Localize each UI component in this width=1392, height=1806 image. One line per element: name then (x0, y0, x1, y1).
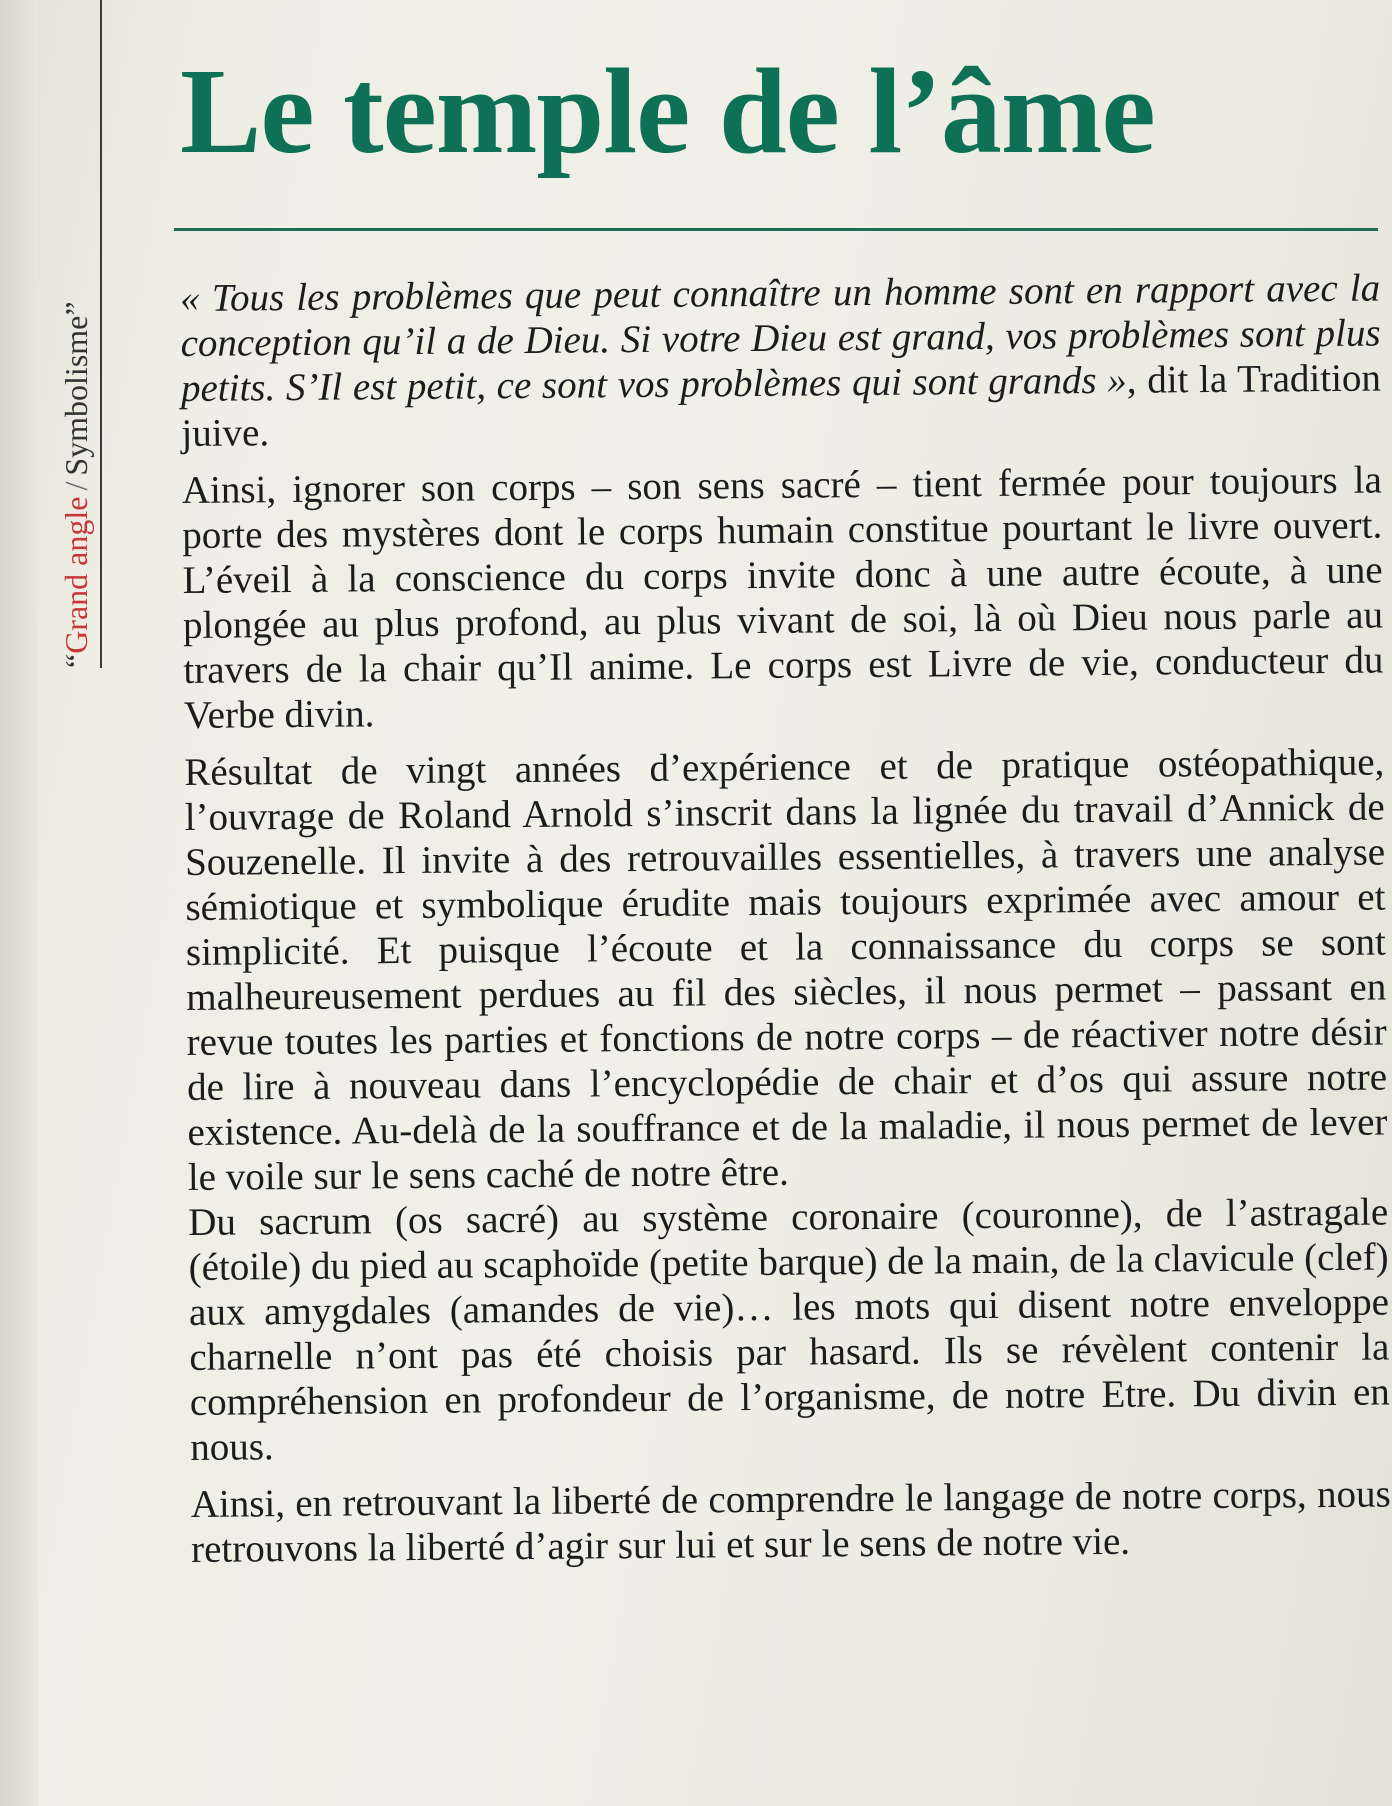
cover-edge (0, 0, 38, 1806)
series-separator: / (58, 481, 94, 491)
blurb-text (180, 266, 1391, 1584)
series-open-quote: “ (58, 653, 94, 668)
series-label (58, 301, 95, 668)
opening-quote-paragraph (180, 266, 1382, 456)
spine-divider-line (100, 0, 102, 668)
quote-attribution: , dit la Tradition juive. (181, 356, 1382, 455)
series-name: Grand angle (58, 496, 94, 654)
series-close-quote: ” (58, 301, 94, 316)
title-underline (174, 228, 1378, 231)
collection-name: Symbolisme (58, 315, 94, 476)
book-title: Le temple de l’âme (180, 44, 1155, 179)
paragraph-2: Résultat de vingt années d’expérience et de pratique ostéopathique, l’ouvrage de Roland Arnold s’inscrit dans la lignée du travail d’Annick de Souzenelle. Il invite à des retrouvailles essentielles, à travers une analyse sémiotique et symbolique érudite mais toujours exprimée avec amour et simplicité. Et puisque l’écoute et la connaissance du corps se sont malheureusement perdues au fil des siècles, il nous permet – passant en revue toutes les parties et fonctions de notre corps – de réactiver notre désir de lire à nouveau dans l’encyclopédie de chair et d’os qui assure notre existence. Au-delà de la souffrance et de la maladie, il nous permet de lever le voile sur le sens caché de notre être. (184, 740, 1388, 1199)
paragraph-1: Ainsi, ignorer son corps – son sens sacré – tient fermée pour toujours la porte des mystères dont le corps humain constitue pourtant le livre ouvert. L’éveil à la conscience du corps invite donc à une autre écoute, à une plongée au plus profond, au plus vivant de soi, là où Dieu nous parle au travers de la chair qu’Il anime. Le corps est Livre de vie, conducteur du Verbe divin. (181, 458, 1384, 737)
paragraph-3: Du sacrum (os sacré) au système coronaire (couronne), de l’astragale (étoile) du pied au scaphoïde (petite barque) de la main, de la clavicule (clef) aux amygdales (amandes de vie)… les mots qui disent notre enveloppe charnelle n’ont pas été choisis par hasard. Ils se révèlent contenir la compréhension en profondeur de l’organisme, de notre Etre. Du divin en nous. (188, 1190, 1390, 1469)
tradition-quote: « Tous les problèmes que peut connaître un homme sont en rapport avec la conception qu’il a de Dieu. Si votre Dieu est grand, vos problèmes sont plus petits. S’Il est petit, ce sont vos problèmes qui sont grands » (180, 266, 1381, 410)
paragraph-4: Ainsi, en retrouvant la liberté de comprendre le langage de notre corps, nous retrouvons la liberté d’agir sur lui et sur le sens de notre vie. (190, 1472, 1391, 1571)
